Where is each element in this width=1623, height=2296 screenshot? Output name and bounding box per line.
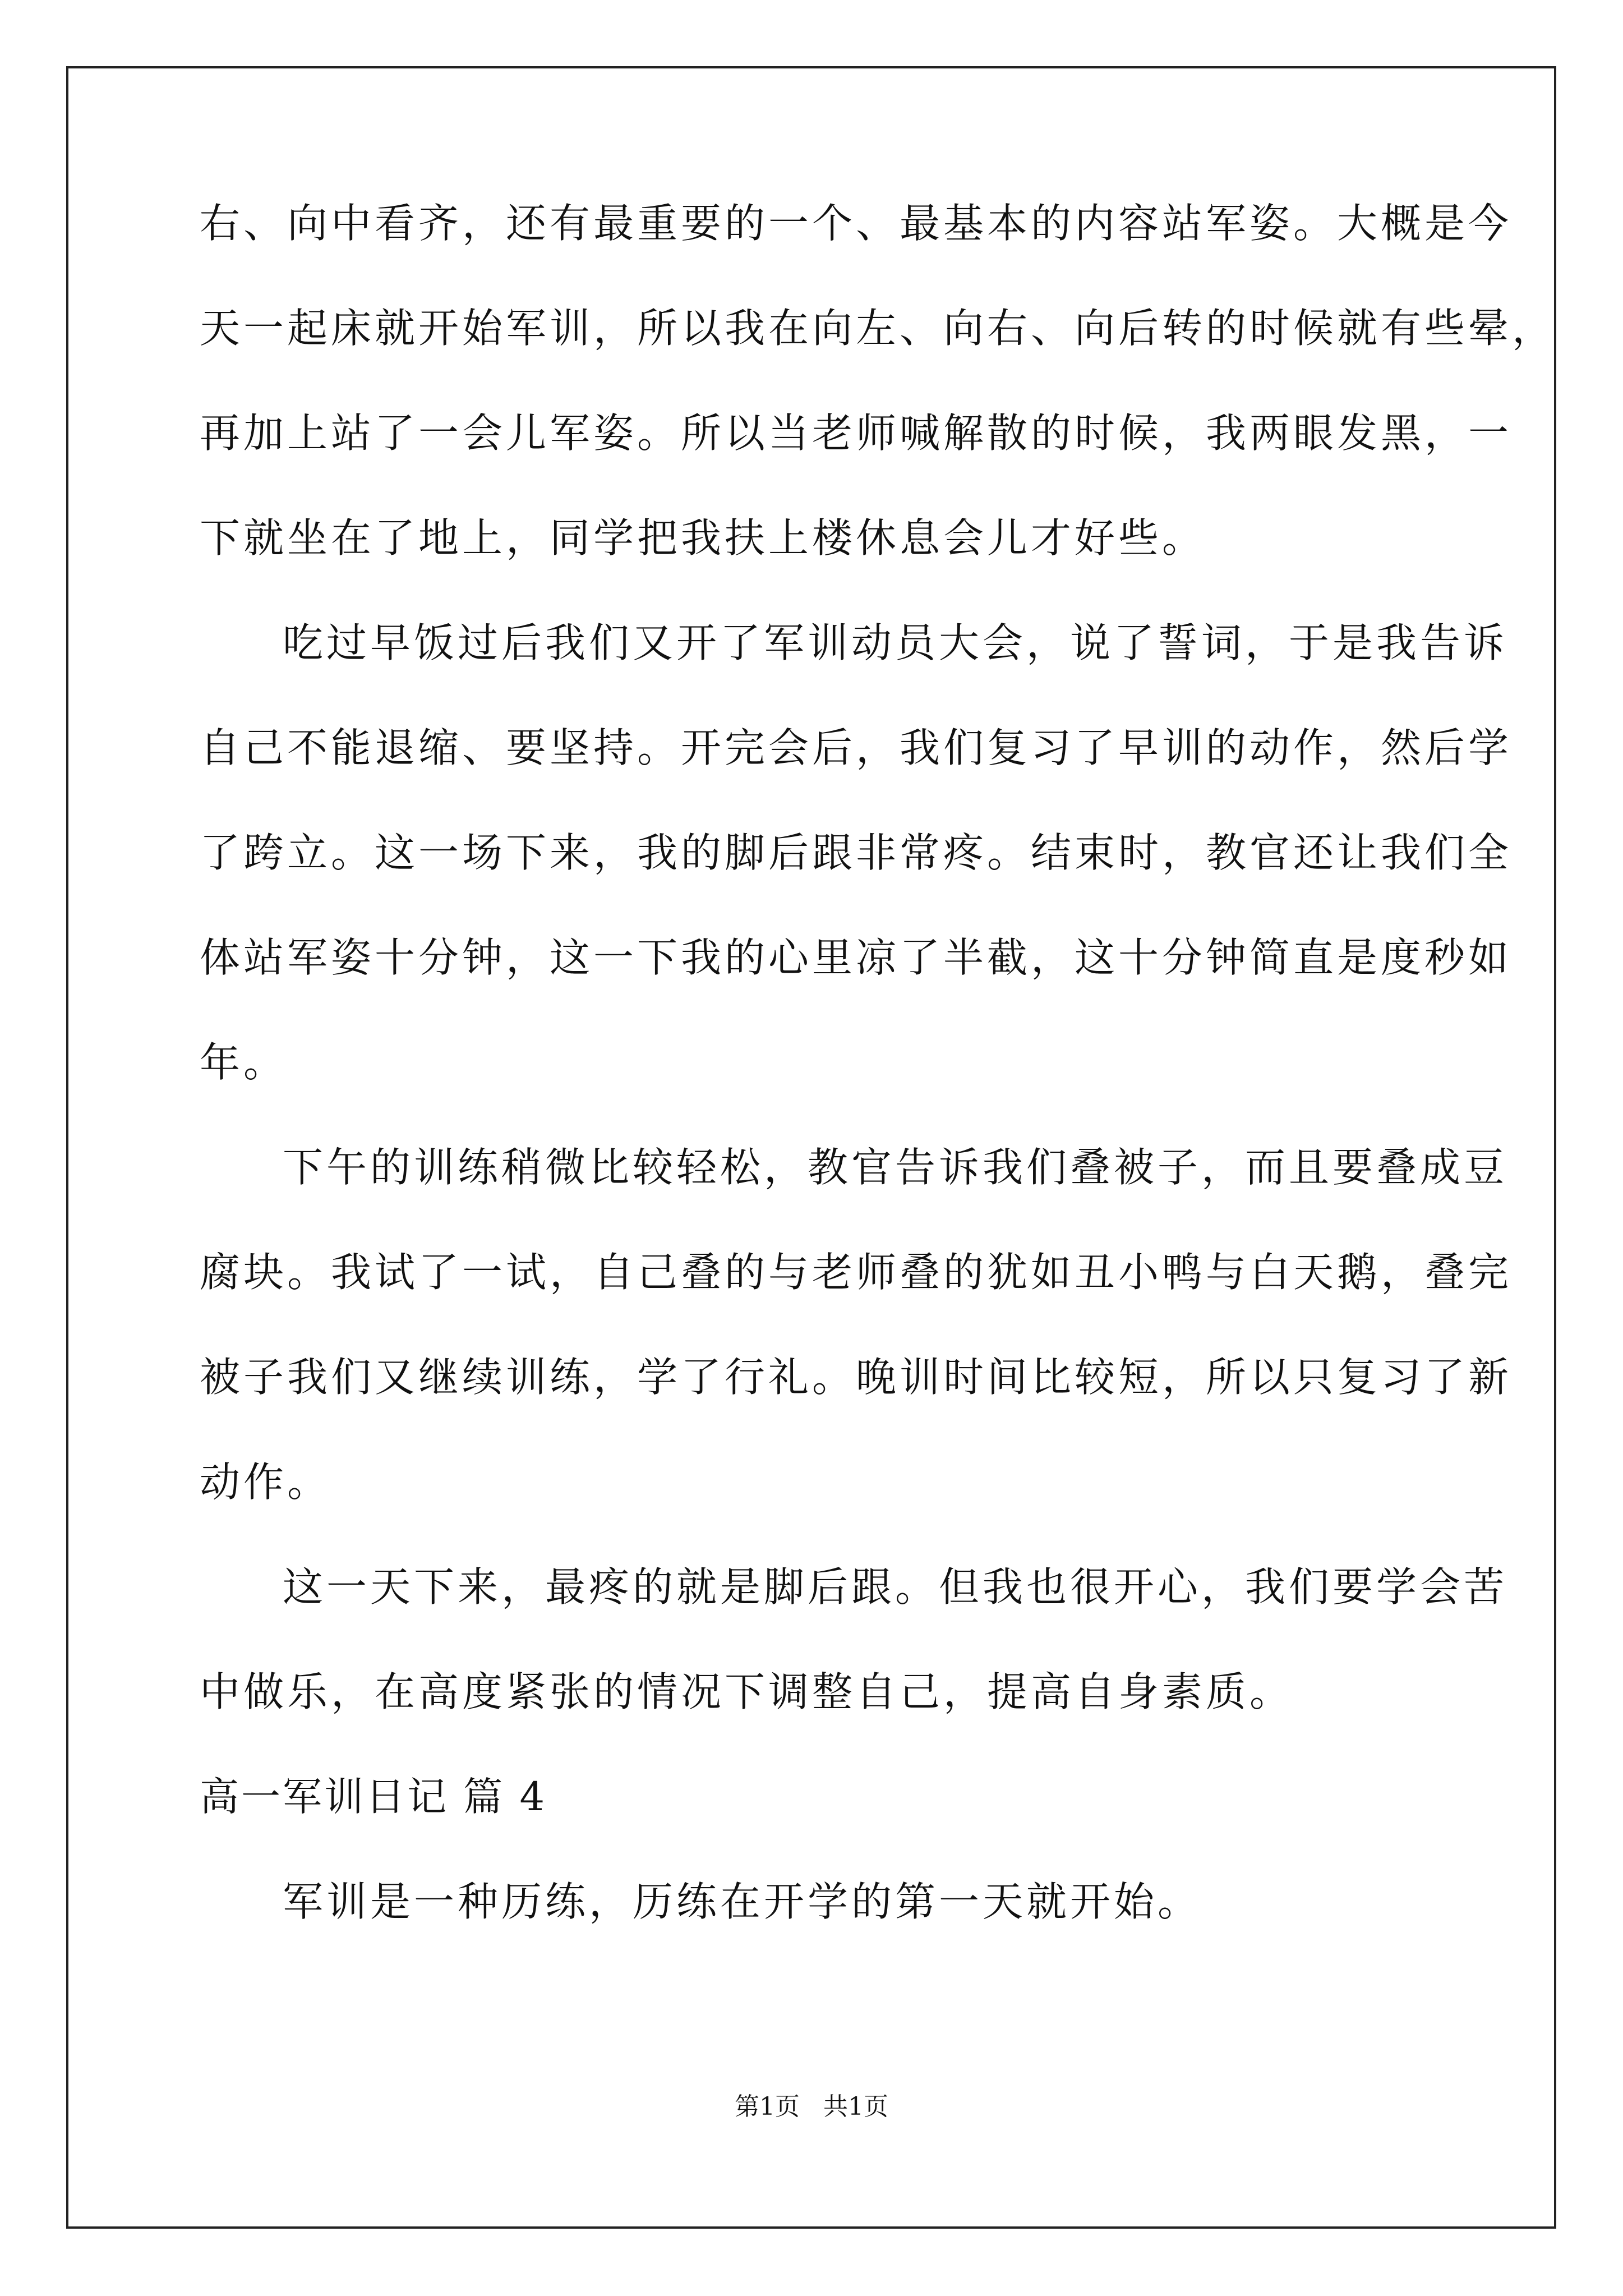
- paragraph-3: [200, 1142, 1513, 1508]
- paragraph-1: [200, 197, 1556, 564]
- text-line: 中做乐，在高度紧张的情况下调整自己，提高自身素质。: [200, 1668, 1294, 1715]
- document-body: [200, 197, 1556, 1981]
- page-number-current: 第1页: [735, 2092, 800, 2121]
- page-footer: [0, 2091, 1623, 2123]
- text-line: 下就坐在了地上，同学把我扶上楼休息会儿才好些。: [200, 514, 1206, 562]
- section-heading: 高一军训日记 篇 4: [200, 1774, 547, 1820]
- text-line: 下午的训练稍微比较轻松，教官告诉我们叠被子，而且要叠成豆: [283, 1144, 1508, 1191]
- page-number-total: 共1页: [823, 2092, 888, 2121]
- text-line: 了跨立。这一场下来，我的脚后跟非常疼。结束时，教官还让我们全: [200, 829, 1513, 876]
- text-line: 被子我们又继续训练，学了行礼。晚训时间比较短，所以只复习了新: [200, 1354, 1513, 1401]
- paragraph-5: [200, 1876, 1428, 1928]
- text-line: 这一天下来，最疼的就是脚后跟。但我也很开心，我们要学会苦: [283, 1563, 1508, 1611]
- text-line: 体站军姿十分钟，这一下我的心里凉了半截，这十分钟简直是度秒如: [200, 934, 1513, 981]
- text-line: 自己不能退缩、要坚持。开完会后，我们复习了早训的动作，然后学: [200, 724, 1513, 771]
- paragraph-4: [200, 1561, 1508, 1718]
- text-line: 再加上站了一会儿军姿。所以当老师喊解散的时候，我两眼发黑，一: [200, 409, 1513, 457]
- text-line: 年。: [200, 1039, 288, 1086]
- text-line: 腐块。我试了一试，自己叠的与老师叠的犹如丑小鸭与白天鹅，叠完: [200, 1249, 1513, 1296]
- text-line: 右、向中看齐，还有最重要的一个、最基本的内容站军姿。大概是今: [200, 200, 1513, 247]
- paragraph-2: [200, 617, 1513, 1089]
- text-line: 动作。: [200, 1458, 331, 1506]
- text-line: 天一起床就开始军训，所以我在向左、向右、向后转的时候就有些晕，: [200, 305, 1556, 352]
- text-line: 军训是一种历练，历练在开学的第一天就开始。: [283, 1878, 1202, 1925]
- text-line: 吃过早饭过后我们又开了军训动员大会，说了誓词，于是我告诉: [283, 619, 1508, 666]
